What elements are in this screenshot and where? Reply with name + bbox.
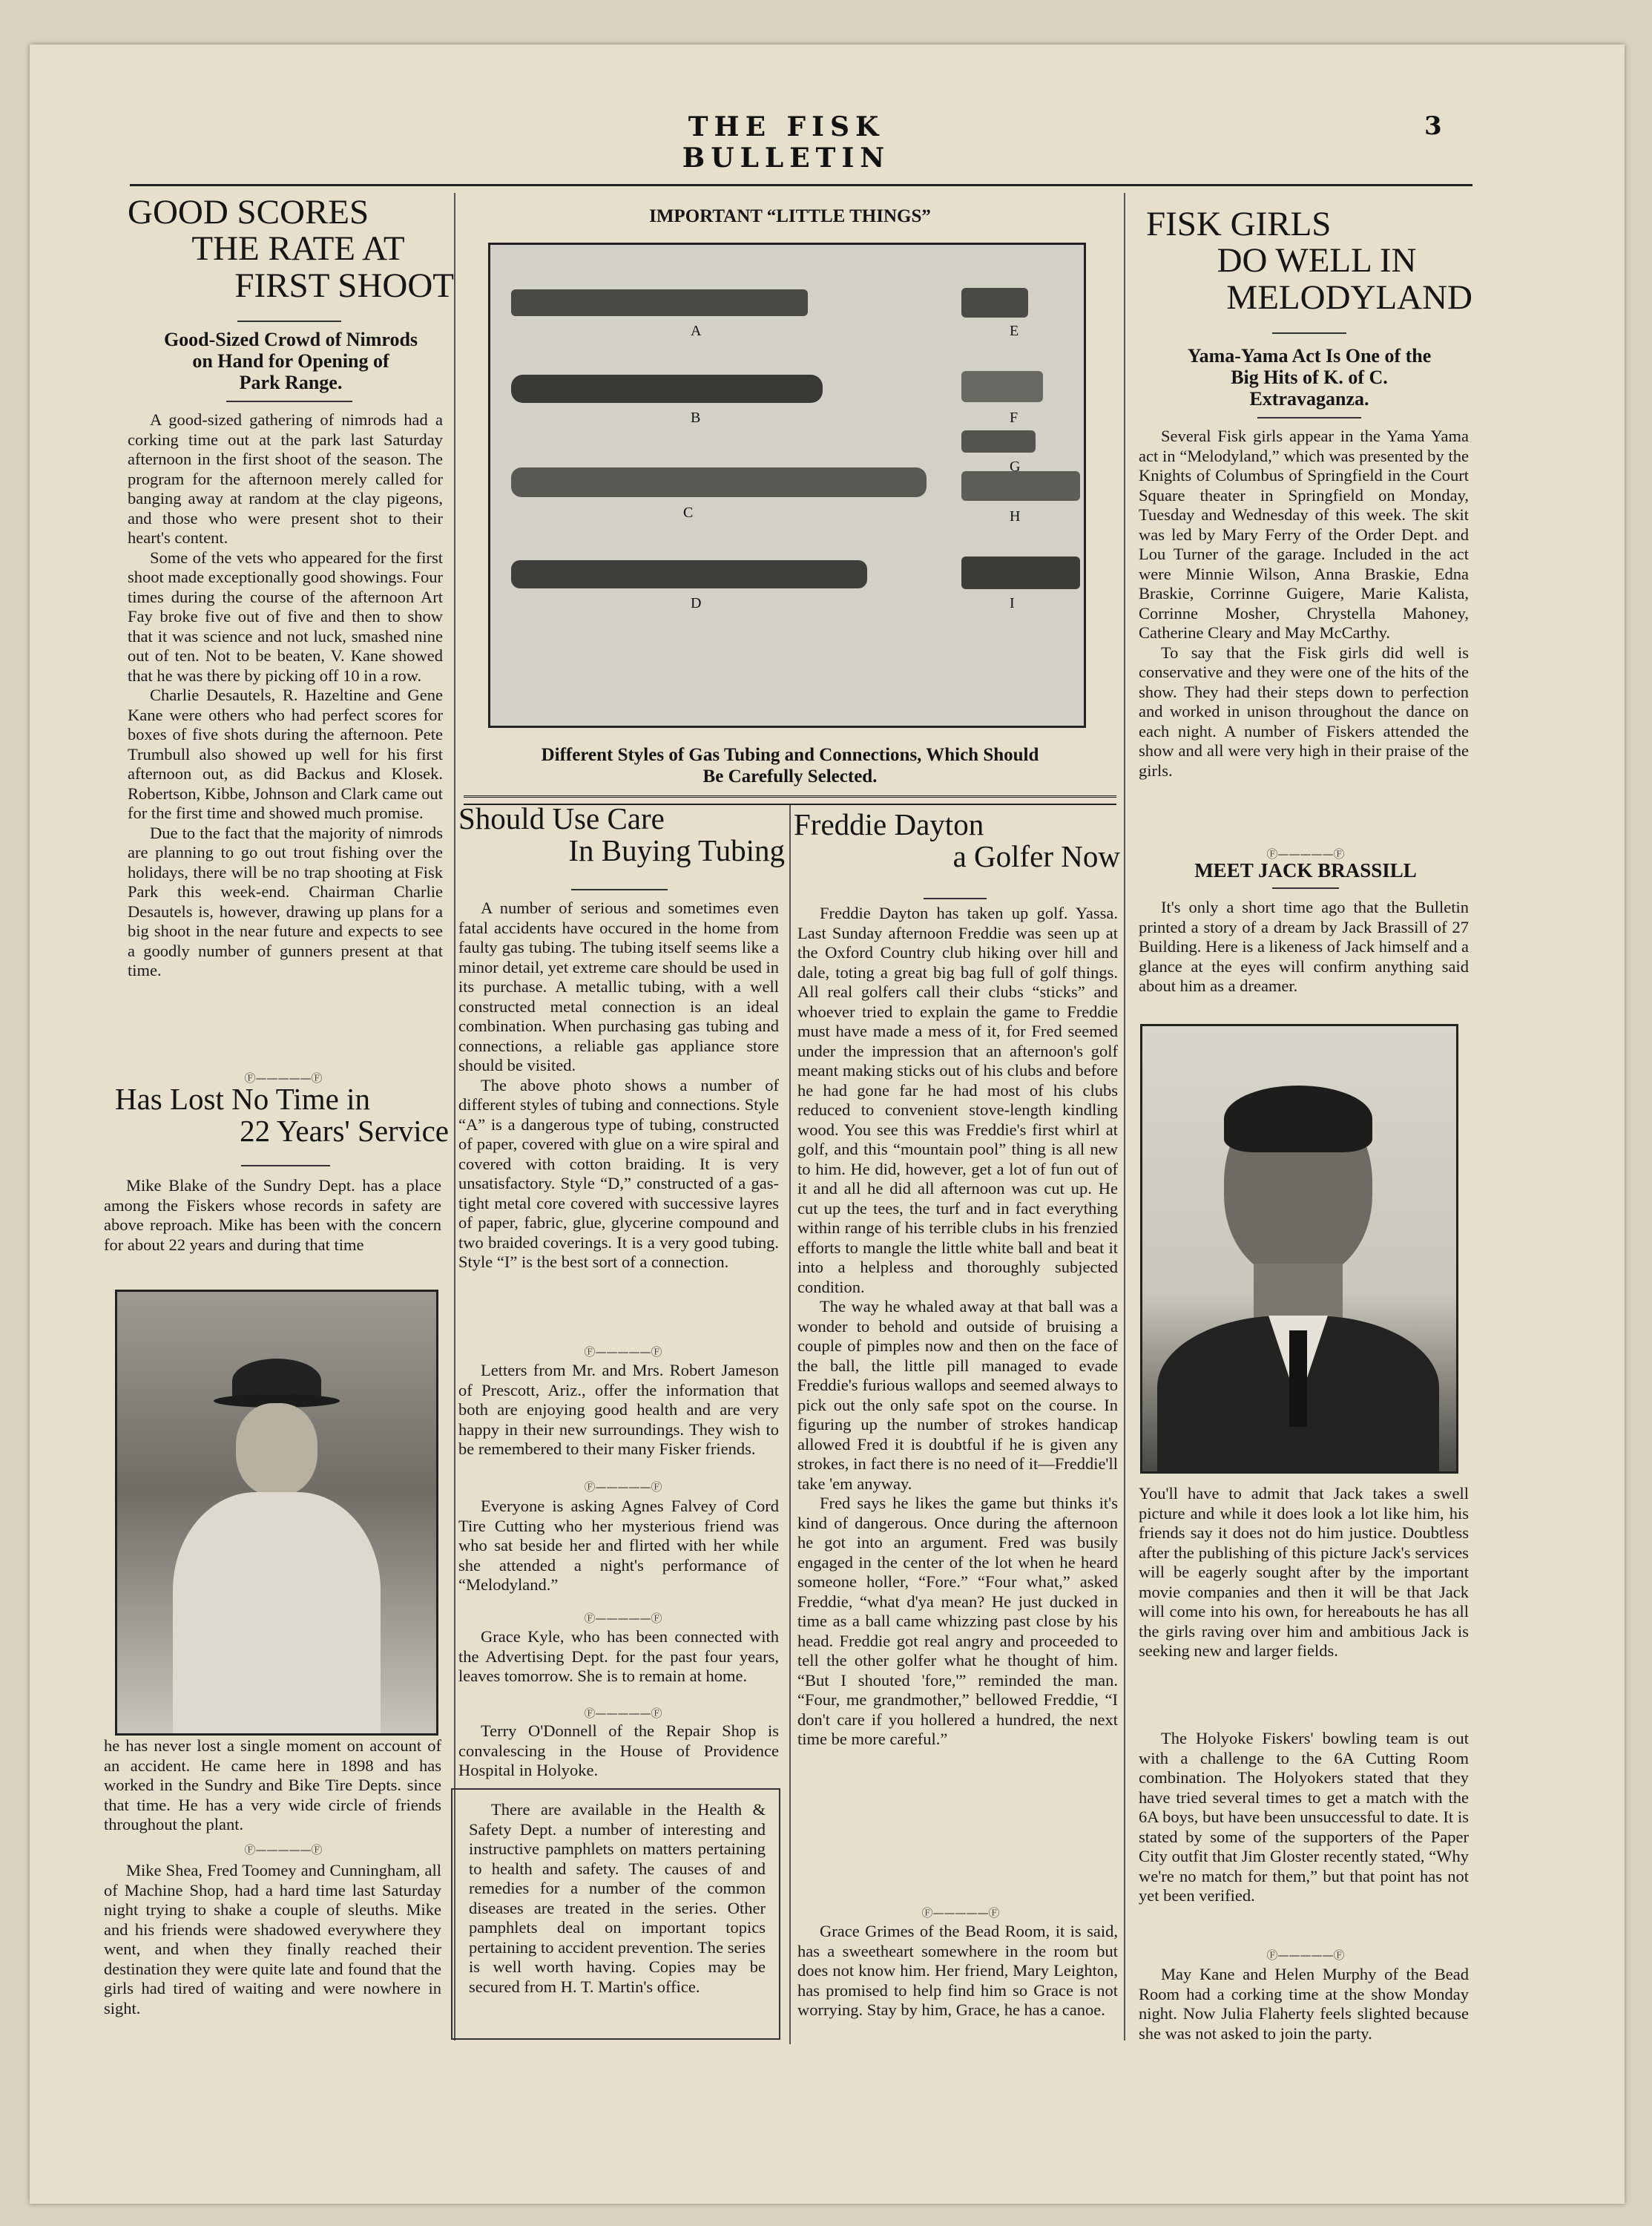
boxed-notice-pamphlets (451, 1788, 780, 2040)
article-tubing-body: A number of serious and sometimes even fatal accidents have occured in the home from faulty gas tubing. The tubing itself seems like a minor detail, yet extreme care should be used in its purchase. A metallic tubing, with a well constructed metal connection is an ideal combination. When purchasing gas tubing and connections, a reliable gas appliance store should be visited. The above photo shows a number of different styles of tubing and connections. Style “A” is a dangerous type of tubing, constructed of paper, covered with glue on a wire spiral and covered with cotton braiding. It is very unsatisfactory. Style “D,” constructed of a gas-tight metal core covered with successive layres of paper, fabric, glue, glycerine compound and two braided coverings. It is a very good tubing. Style “I” is the best sort of a connection. (458, 899, 779, 1271)
article-good-scores-body: A good-sized gathering of nimrods had a corking time out at the park last Saturday afternoon in the first shoot of the season. The program for the afternoon merely called for banging away at random at the clay pigeons, and those who were present shot to their heart's content. Some of the vets who appeared for the first shoot made exceptionally good showings. Four times during the course of the afternoon Art Fay broke five out of five and then to show that it was science and not luck, smashed nine out of ten. Not to be beaten, V. Kane showed that he was there by picking off 10 in a row. Charlie Desautels, R. Hazeltine and Gene Kane were others who had perfect scores for boxes of five shots during the afternoon. Pete Trumbull also showed up well for his first afternoon out, as did Backus and Klosek. Robertson, Kibbe, Johnson and Clark came out for the first time and showed much promise. Due to the fact that the majority of nimrods are planning to go out trout fishing over the holidays, there will be no trap shooting at Fisk Park this week-end. Chairman Charlie Desautels is, however, drawing up plans for a big shoot in the near future and expects to see a goodly number of gunners present at that time. (128, 410, 443, 979)
article-mike-blake-bottom: he has never lost a single moment on account of an accident. He came here in 1898 and has worked in the Sundry and Bike Tire Depts. since that time. He has a very wide circle of friends throughout the plant. (104, 1736, 441, 1833)
headline-freddie-dayton: Freddie Dayton a Golfer Now (794, 807, 1120, 874)
subhead-rule (226, 401, 352, 402)
headline-rule (571, 889, 668, 890)
photo-gas-tubing (488, 243, 1086, 728)
photo-label-c: C (683, 505, 694, 521)
headline-good-scores: GOOD SCORES THE RATE AT FIRST SHOOT (128, 193, 454, 305)
ornament-divider: Ⓕ—————Ⓕ (1266, 847, 1345, 861)
ornament-divider: Ⓕ—————Ⓕ (244, 1843, 323, 1856)
headline-rule (1272, 887, 1339, 889)
photo-label-i: I (1010, 595, 1015, 611)
ornament-divider: Ⓕ—————Ⓕ (1266, 1948, 1345, 1962)
ornament-divider: Ⓕ—————Ⓕ (584, 1707, 662, 1720)
note-jameson: Letters from Mr. and Mrs. Robert Jameson of Prescott, Ariz., offer the information that both are enjoying good health and are very happy in their new surroundings. They wish to be remembered to their many Fisker friends. (458, 1361, 779, 1458)
note-agnes-falvey: Everyone is asking Agnes Falvey of Cord Tire Cutting who her mysterious friend was who sat beside her and flirted with her while she attended a night's performance of “Melodyland.” (458, 1497, 779, 1594)
headline-rule (237, 321, 341, 322)
subhead-rule (1257, 417, 1361, 418)
ornament-divider: Ⓕ—————Ⓕ (584, 1612, 662, 1625)
photo-title: IMPORTANT “LITTLE THINGS” (649, 206, 931, 226)
article-fisk-girls-body: Several Fisk girls appear in the Yama Yama act in “Melodyland,” which was presented by the Knights of Columbus of Springfield in the Court Square theater in Springfield on Monday, Tuesday and Wednesday of this week. The skit was led by Mary Ferry of the Order Dept. and Lou Turner of the garage. Included in the act were Minnie Wilson, Anna Braskie, Edna Braskie, Corrinne Guigere, Marie Kalista, Corrinne Mosher, Chrystella Mahoney, Catherine Cleary and May McCarthy. To say that the Fisk girls did well is conservative and they were one of the hits of the show. They had their steps down to perfection and worked in unison throughout the dance on each night. A number of Fiskers attended the show and all were very high in their praise of the girls. (1139, 427, 1469, 780)
article-grace-grimes: Grace Grimes of the Bead Room, it is said, has a sweetheart somewhere in the room but does not know him. Her friend, Mary Leighton, has promised to help find him so Grace is not worrying. Stay by him, Grace, he has a canoe. (797, 1922, 1118, 2019)
article-holyoke-bowling: The Holyoke Fiskers' bowling team is out with a challenge to the 6A Cutting Room combination. The Holyokers stated that they have tried several times to get a match with the 6A boys, but have been unsuccessful to date. It is stated by some of the supporters of the Paper City outfit that Jim Gloster recently stated, “Why we're no match for them,” but that point has not yet been verified. (1139, 1729, 1469, 1905)
ornament-divider: Ⓕ—————Ⓕ (584, 1345, 662, 1359)
headline-rule (1272, 332, 1346, 334)
article-mike-blake-top: Mike Blake of the Sundry Dept. has a place among the Fiskers whose records in safety are above reproach. Mike has been with the concern for about 22 years and during that time (104, 1176, 441, 1254)
article-mike-shea: Mike Shea, Fred Toomey and Cunningham, all of Machine Shop, had a hard time last Saturday night trying to shake a couple of sleuths. Mike and his friends were shadowed everywhere they went, and when they finally reached their destination they were quite late and found that the girls had tired of waiting and were nowhere in sight. (104, 1861, 441, 2017)
ornament-divider: Ⓕ—————Ⓕ (584, 1480, 662, 1494)
photo-label-f: F (1010, 410, 1018, 426)
page-number: 3 (1424, 111, 1442, 141)
note-terry-odonnell: Terry O'Donnell of the Repair Shop is convalescing in the House of Providence Hospital in Holyoke. (458, 1721, 779, 1779)
subhead-nimrods: Good-Sized Crowd of Nimrods on Hand for Opening of Park Range. (163, 329, 418, 393)
column-divider-left (454, 193, 455, 2040)
photo-label-e: E (1010, 323, 1019, 339)
headline-rule (924, 898, 987, 899)
boxed-notice-text: There are available in the Health & Safety Dept. a number of interesting and instructive pamphlets on matters pertaining to health and safety. The causes of and remedies for a number of the common diseases are treated in the series. Other pamphlets deal on important topics pertaining to accident prevention. The series is well worth having. Copies may be secured from H. T. Martin's office. (469, 1800, 766, 1996)
photo-label-h: H (1010, 508, 1021, 525)
photo-label-b: B (691, 410, 701, 426)
column-divider-center (789, 805, 791, 2044)
headline-fisk-girls: FISK GIRLS DO WELL IN MELODYLAND (1146, 205, 1472, 317)
photo-caption: Different Styles of Gas Tubing and Connections, Which Should Be Carefully Selected. (541, 745, 1039, 787)
photo-mike-blake (115, 1290, 438, 1736)
article-golf-body: Freddie Dayton has taken up golf. Yassa. Last Sunday afternoon Freddie was seen up at the Oxford Country club hiking over hill and dale, toting a great big bag full of golf things. All real golfers call their clubs “sticks” and whoever tried to explain the game to Freddie must have made a mess of it, for Fred seemed under the impression that an afternoon's golf meant making sticks out of his clubs and before he had gone far he had most of his clubs reduced to convenient stove-length kindling wood. You see this was Freddie's first whirl at golf, and this “mountain pool” thing is all new to him. He did, however, get a lot of fun out of it and all he did all afternoon was cut up. He cut up the tees, the turf and in fact everything within range of his terrible clubs in his frenzied efforts to mangle the little white ball and beat it into a helpless and thoroughly subjected condition. The way he whaled away at that ball was a wonder to behold and outside of bruising a couple of pimples now and then on the face of the ball, the little pill managed to evade Freddie's furious wallops and seemed always to pick out the only safe spot on the course. In figuring up the number of strokes handicap allowed Fred it is doubtful if he is given any strokes, in fact there is no need of it—Freddie'll take 'em anyway. Fred says he likes the game but thinks it's kind of dangerous. Once during the afternoon he got into an argument. Fred was busily engaged in the center of the lot when he heard someone holler, “Fore.” “Four what,” asked Freddie, “what d'ya mean? He just ducked in time as a ball came whizzing past close by his head. Freddie got real angry and proceeded to tell the other golfer what he thought of him. “But I shouted 'fore,'” reminded the man. “Four, me grandmother,” bellowed Freddie, “I don't care if you hollered a hundred, the next time be more careful.” (797, 904, 1118, 1748)
article-may-kane: May Kane and Helen Murphy of the Bead Room had a corking time at the show Monday night. Now Julia Flaherty feels slighted because she was not asked to join the party. (1139, 1965, 1469, 2043)
photo-label-a: A (691, 323, 702, 339)
headline-rule (241, 1165, 330, 1166)
article-jack-top: It's only a short time ago that the Bulletin printed a story of a dream by Jack Brassill of 27 Building. Here is a likeness of Jack himself and a glance at the eyes will confirm anything said about him as a dreamer. (1139, 898, 1469, 995)
ornament-divider: Ⓕ—————Ⓕ (921, 1906, 1000, 1920)
masthead-rule (130, 184, 1472, 186)
article-jack-bottom: You'll have to admit that Jack takes a swell picture and while it does look a lot like him, his friends say it does not do him justice. Doubtless after the publishing of this picture Jack's services will be eagerly sought after by the important movie companies and then it will be that Jack will come into his own, for hereabouts he has all the girls raving over him and ambitious Jack is seeking new and larger fields. (1139, 1484, 1469, 1660)
headline-meet-jack-brassill: MEET JACK BRASSILL (1194, 859, 1417, 881)
photo-jack-brassill (1140, 1024, 1458, 1474)
photo-label-g: G (1010, 459, 1021, 475)
headline-should-use-care: Should Use Care In Buying Tubing (458, 801, 785, 868)
photo-label-d: D (691, 595, 702, 611)
subhead-yama-yama: Yama-Yama Act Is One of the Big Hits of K. of C. Extravaganza. (1187, 345, 1432, 410)
headline-lost-no-time: Has Lost No Time in 22 Years' Service (115, 1082, 449, 1149)
ornament-divider: Ⓕ—————Ⓕ (244, 1071, 323, 1085)
note-grace-kyle: Grace Kyle, who has been connected with the Advertising Dept. for the past four years, leaves tomorrow. She is to remain at home. (458, 1627, 779, 1685)
masthead-title: THE FISK BULLETIN (682, 111, 891, 174)
column-divider-right (1124, 193, 1125, 2040)
